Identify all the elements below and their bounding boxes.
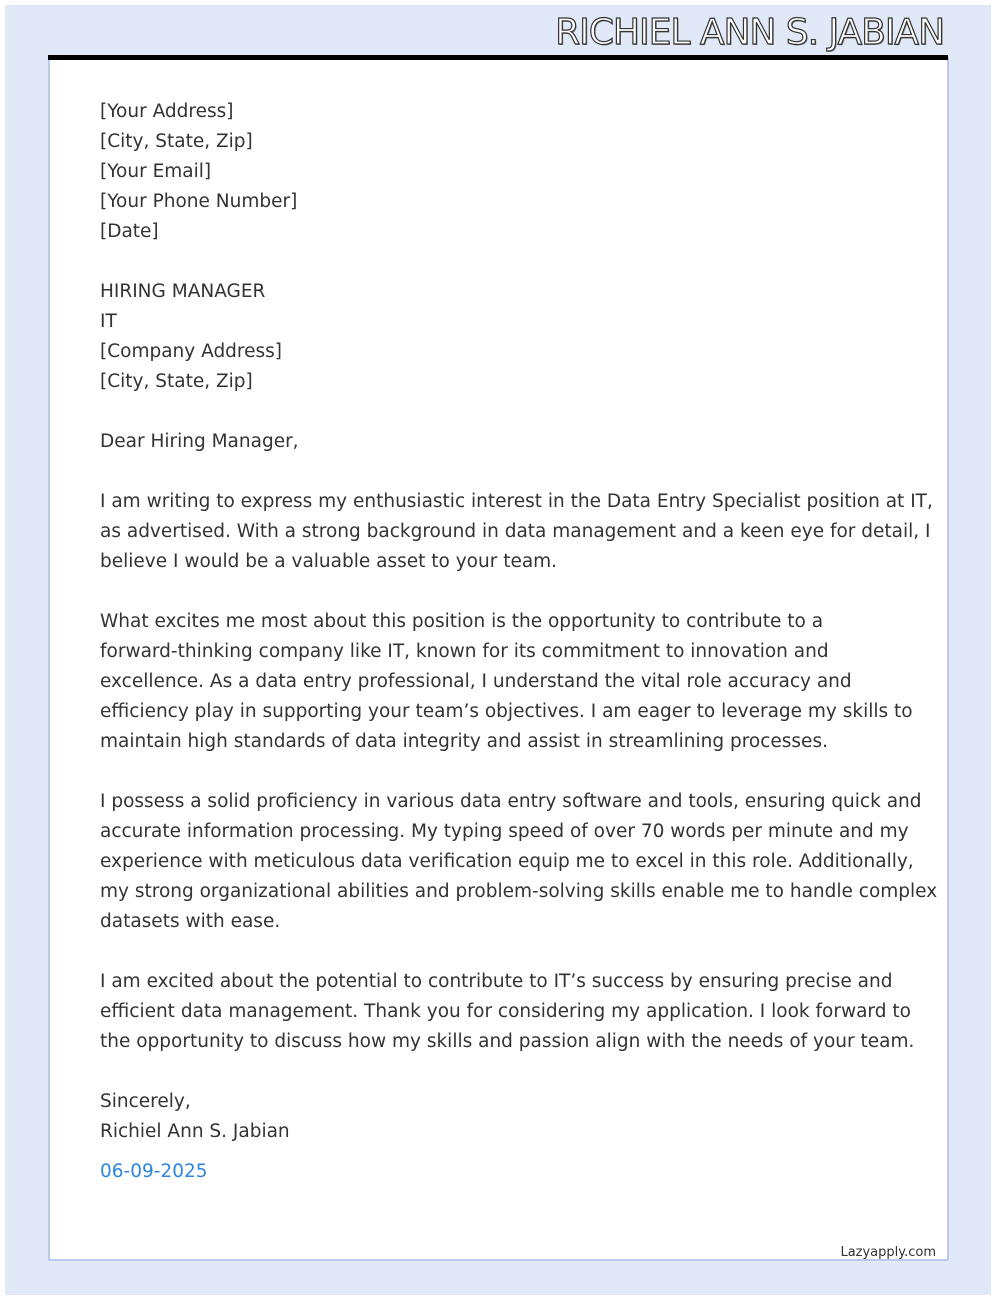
paragraph-line: efficiency play in supporting your team’s objectives. I am eager to leverage my skills to <box>100 701 913 722</box>
paragraph-line: datasets with ease. <box>100 911 281 932</box>
closing <box>100 1087 900 1187</box>
body-paragraph-4 <box>100 967 915 1057</box>
sender-address: [Your Address] <box>100 101 234 122</box>
paragraph-line: the opportunity to discuss how my skills and passion align with the needs of your team. <box>100 1031 915 1052</box>
paragraph-line: forward-thinking company like IT, known for its commitment to innovation and <box>100 641 829 662</box>
valediction: Sincerely, <box>100 1091 191 1112</box>
paragraph-line: maintain high standards of data integrity and assist in streamlining processes. <box>100 731 828 752</box>
recipient-address: [Company Address] <box>100 341 283 362</box>
salutation-text: Dear Hiring Manager, <box>100 431 299 452</box>
recipient-title: HIRING MANAGER <box>100 281 266 302</box>
recipient-info <box>100 277 900 397</box>
paragraph-line: I possess a solid proficiency in various data entry software and tools, ensuring quick and <box>100 791 922 812</box>
letter-date: 06-09-2025 <box>100 1161 208 1182</box>
recipient-city-state-zip: [City, State, Zip] <box>100 371 253 392</box>
paragraph-line: as advertised. With a strong background in data management and a keen eye for detail, I <box>100 521 931 542</box>
recipient-company: IT <box>100 311 117 332</box>
paragraph-line: I am writing to express my enthusiastic interest in the Data Entry Specialist position at IT, <box>100 491 933 512</box>
paragraph-line: What excites me most about this position is the opportunity to contribute to a <box>100 611 824 632</box>
paragraph-line: I am excited about the potential to contribute to IT’s success by ensuring precise and <box>100 971 893 992</box>
signature-name: Richiel Ann S. Jabian <box>100 1121 290 1142</box>
paragraph-line: excellence. As a data entry professional, I understand the vital role accuracy and <box>100 671 852 692</box>
footer-brand: Lazyapply.com <box>840 1245 936 1260</box>
paragraph-line: accurate information processing. My typing speed of over 70 words per minute and my <box>100 821 909 842</box>
sender-email: [Your Email] <box>100 161 212 182</box>
sender-info <box>100 97 900 247</box>
paragraph-line: experience with meticulous data verification equip me to excel in this role. Additionally, <box>100 851 914 872</box>
paragraph-line: efficient data management. Thank you for considering my application. I look forward to <box>100 1001 911 1022</box>
body-paragraph-1 <box>100 487 933 577</box>
body-paragraph-3 <box>100 787 938 937</box>
sender-date: [Date] <box>100 221 159 242</box>
header-divider <box>48 55 948 60</box>
sender-city-state-zip: [City, State, Zip] <box>100 131 253 152</box>
letter-body <box>100 97 938 1187</box>
paragraph-line: my strong organizational abilities and problem-solving skills enable me to handle complex <box>100 881 938 902</box>
sender-phone: [Your Phone Number] <box>100 191 298 212</box>
body-paragraph-2 <box>100 607 913 757</box>
applicant-name-header: RICHIEL ANN S. JABIAN <box>555 12 944 53</box>
salutation <box>100 427 900 457</box>
paragraph-line: believe I would be a valuable asset to your team. <box>100 551 558 572</box>
